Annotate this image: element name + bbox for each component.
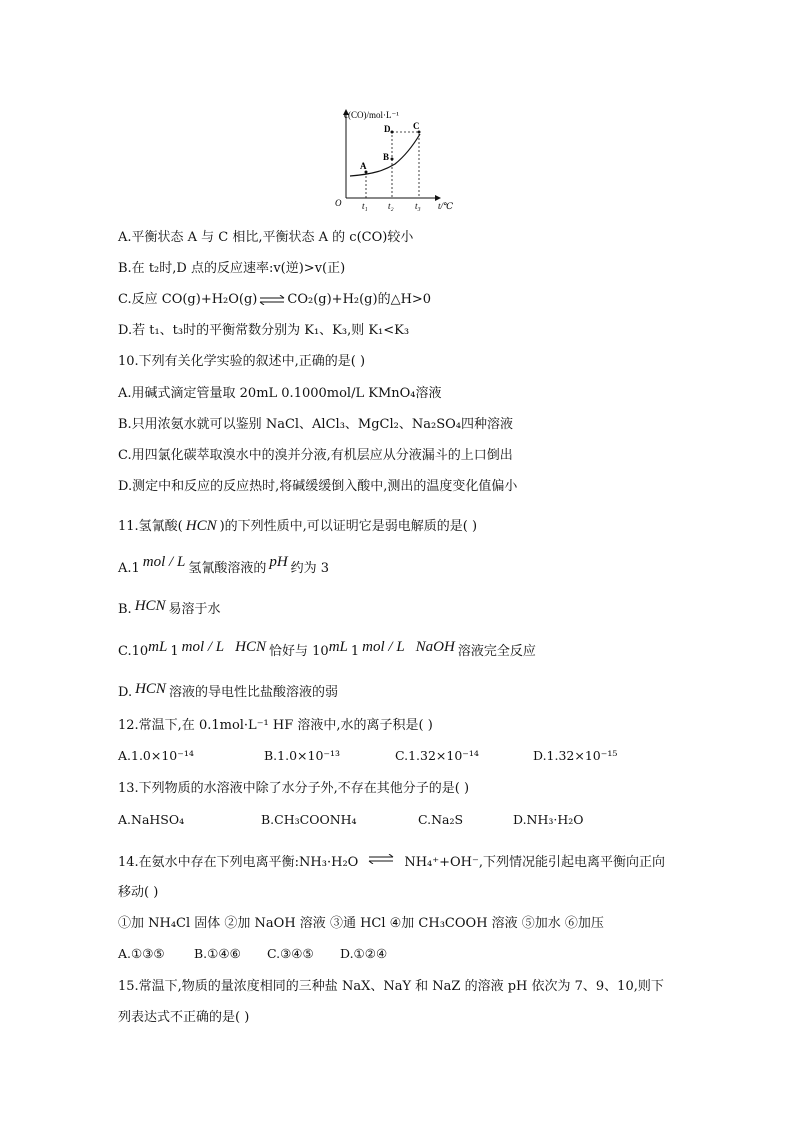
q12-option-a: A.1.0×10⁻¹⁴ xyxy=(118,748,194,763)
q10-option-a: A.用碱式滴定管量取 20mL 0.1000mol/L KMnO₄溶液 xyxy=(118,386,442,401)
point-a-label: A xyxy=(360,161,367,171)
q11-option-d xyxy=(118,683,338,702)
q14-stem-post: NH₄⁺+OH⁻,下列情况能引起电离平衡向正向 xyxy=(404,855,665,870)
q9-option-c xyxy=(118,291,431,309)
q13-option-b: B.CH₃COONH₄ xyxy=(261,812,357,827)
q15-stem-line1: 15.常温下,物质的量浓度相同的三种盐 NaX、NaY 和 NaZ 的溶液 pH 依次为 7、9、10,则下 xyxy=(118,979,664,994)
q11-c-unit4: mol / L xyxy=(362,639,405,655)
q11-a-pre: A.1 xyxy=(118,561,140,576)
q11-stem-pre: 11.氢氰酸( xyxy=(118,519,183,534)
q11-option-a xyxy=(118,554,330,578)
equilibrium-arrows-icon xyxy=(366,854,396,864)
point-d xyxy=(391,131,394,134)
q11-d-post: 溶液的导电性比盐酸溶液的弱 xyxy=(168,685,338,700)
q9-c-post: CO₂(g)+H₂(g)的△H>0 xyxy=(287,292,432,307)
q11-c-var2: NaOH xyxy=(415,639,455,655)
point-b-label: B xyxy=(383,152,390,162)
q13-stem: 13.下列物质的水溶液中除了水分子外,不存在其他分子的是( ) xyxy=(118,781,470,796)
q14-option-d: D.①②④ xyxy=(340,946,388,961)
q11-c-num1: 1 xyxy=(170,644,179,659)
q11-a-mid: 氢氰酸溶液的 xyxy=(188,561,267,576)
q10-option-b: B.只用浓氨水就可以鉴别 NaCl、AlCl₃、MgCl₂、Na₂SO₄四种溶液 xyxy=(118,417,513,432)
q11-a-unit: mol / L xyxy=(142,554,186,570)
q15-stem-line2: 列表达式不正确的是( ) xyxy=(118,1010,250,1025)
point-c-label: C xyxy=(413,121,420,131)
point-d-label: D xyxy=(384,124,391,134)
q11-c-num2: 1 xyxy=(350,644,360,659)
q11-c-pre: C.10 xyxy=(118,644,149,659)
q11-stem-var: HCN xyxy=(185,518,217,534)
q10-option-d: D.测定中和反应的反应热时,将碱缓缓倒入酸中,测出的温度变化值偏小 xyxy=(118,479,518,494)
q14-option-b: B.①④⑥ xyxy=(194,946,241,961)
q11-b-var: HCN xyxy=(134,598,166,614)
q14-stem xyxy=(118,854,665,872)
q11-c-unit1: mL xyxy=(148,639,168,655)
q14-option-a: A.①③⑤ xyxy=(118,946,165,961)
q9-c-pre: C.反应 CO(g)+H₂O(g) xyxy=(118,292,258,307)
q11-stem xyxy=(118,517,477,536)
q9-option-a: A.平衡状态 A 与 C 相比,平衡状态 A 的 c(CO)较小 xyxy=(118,230,414,245)
q11-d-pre: D. xyxy=(118,685,133,700)
q11-stem-post: )的下列性质中,可以证明它是弱电解质的是( ) xyxy=(219,519,478,534)
q14-stem-pre: 14.在氨水中存在下列电离平衡:NH₃·H₂O xyxy=(118,855,359,870)
q12-option-b: B.1.0×10⁻¹³ xyxy=(264,748,341,763)
q11-c-post: 溶液完全反应 xyxy=(457,644,536,659)
tick-t2: t₂ xyxy=(388,201,394,211)
q11-c-unit3: mL xyxy=(328,639,348,655)
q11-b-pre: B. xyxy=(118,602,132,617)
origin-label: O xyxy=(335,198,342,208)
q11-b-post: 易溶于水 xyxy=(168,602,221,617)
q9-option-d: D.若 t₁、t₃时的平衡常数分别为 K₁、K₃,则 K₁<K₃ xyxy=(118,323,410,338)
q11-option-b xyxy=(118,600,221,619)
x-axis-label: t/℃ xyxy=(438,201,454,211)
q12-option-d: D.1.32×10⁻¹⁵ xyxy=(533,748,618,763)
equilibrium-arrows-icon xyxy=(259,295,285,305)
y-axis-label: c(CO)/mol·L⁻¹ xyxy=(344,110,399,120)
q14-option-c: C.③④⑤ xyxy=(267,946,314,961)
q14-stem-line2: 移动( ) xyxy=(118,885,159,900)
q11-option-c xyxy=(118,639,536,661)
q11-c-var1: HCN xyxy=(235,639,266,655)
q12-option-c: C.1.32×10⁻¹⁴ xyxy=(395,748,479,763)
q11-c-mid: 恰好与 10 xyxy=(269,644,329,659)
q14-conditions: ①加 NH₄Cl 固体 ②加 NaOH 溶液 ③通 HCl ④加 CH₃COOH 溶液 ⑤加水 ⑥加压 xyxy=(118,916,604,931)
q11-c-unit2: mol / L xyxy=(181,639,225,655)
equilibrium-graph xyxy=(330,104,470,214)
q13-option-d: D.NH₃·H₂O xyxy=(513,812,584,827)
q11-a-var: pH xyxy=(269,554,288,570)
q13-option-c: C.Na₂S xyxy=(418,812,464,827)
tick-t1: t₁ xyxy=(362,201,368,211)
tick-t3: t₃ xyxy=(415,201,421,211)
q10-stem: 10.下列有关化学实验的叙述中,正确的是( ) xyxy=(118,354,366,369)
q9-option-b: B.在 t₂时,D 点的反应速率:v(逆)>v(正) xyxy=(118,261,346,276)
q11-d-var: HCN xyxy=(135,681,166,697)
q13-option-a: A.NaHSO₄ xyxy=(118,812,185,827)
q10-option-c: C.用四氯化碳萃取溴水中的溴并分液,有机层应从分液漏斗的上口倒出 xyxy=(118,448,513,463)
point-b xyxy=(391,158,394,161)
q11-a-post: 约为 3 xyxy=(290,561,330,576)
q12-stem: 12.常温下,在 0.1mol·L⁻¹ HF 溶液中,水的离子积是( ) xyxy=(118,718,433,733)
